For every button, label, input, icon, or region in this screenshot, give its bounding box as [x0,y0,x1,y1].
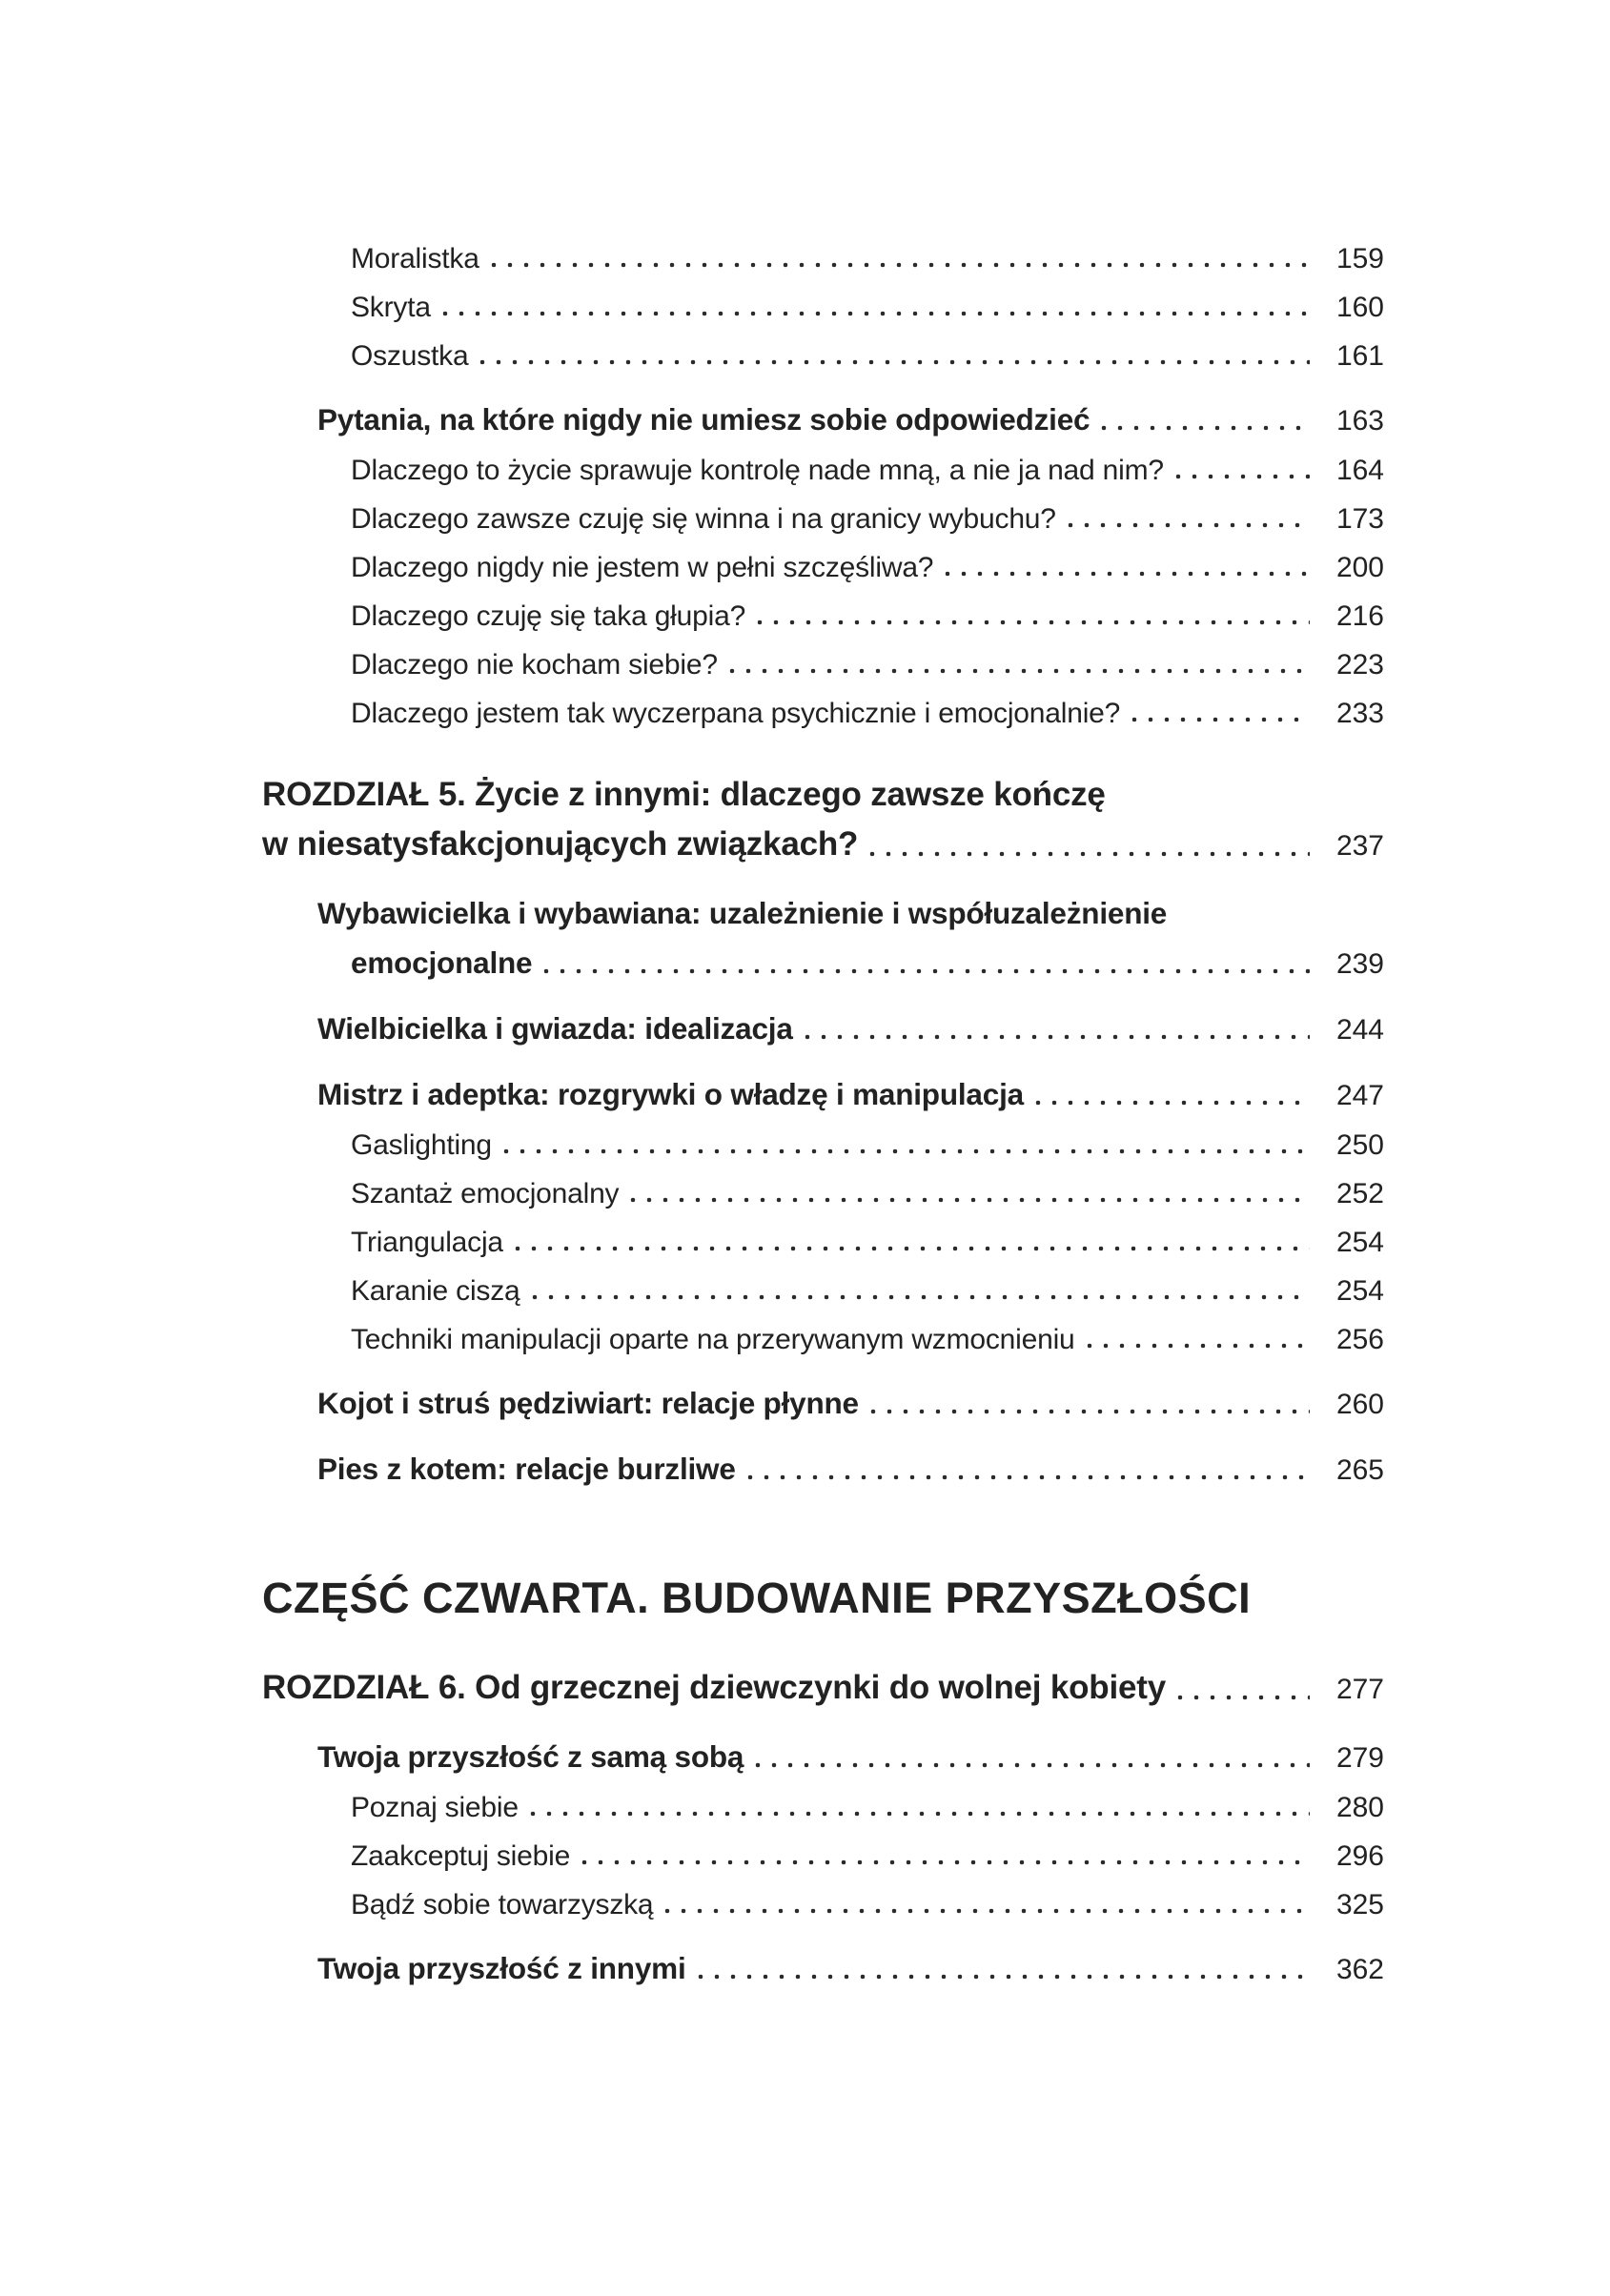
toc-entry [262,454,1384,488]
toc-entry-page: 362 [1335,1954,1384,1985]
toc-entry [262,1010,1384,1048]
toc-entry-page: 256 [1335,1324,1384,1355]
dot-leader [729,668,1310,674]
toc-entry-page: 159 [1335,243,1384,274]
toc-entry-label: Moralistka [351,243,479,274]
toc-entry [262,551,1384,585]
dot-leader [532,1294,1311,1300]
toc-entry-page: 237 [1335,830,1384,862]
toc-entry [262,1226,1384,1260]
toc-entry-label: Dlaczego nie kocham siebie? [351,649,718,681]
toc-entry-label: Dlaczego to życie sprawuje kontrolę nade mną, a nie ja nad nim? [351,455,1164,486]
dot-leader [1175,474,1310,479]
dot-leader [543,968,1310,974]
toc-entry-page: 239 [1335,948,1384,980]
toc-entry-page: 254 [1335,1275,1384,1307]
toc-entry-label: Techniki manipulacji oparte na przerywanym wzmocnieniu [351,1324,1075,1355]
toc-entry-page: 250 [1335,1129,1384,1161]
toc-entry-label: Zaakceptuj siebie [351,1840,571,1872]
toc-entry-page: 244 [1335,1014,1384,1046]
dot-leader [630,1197,1310,1203]
toc-entry-page: 223 [1335,649,1384,681]
toc-entry-page: 280 [1335,1792,1384,1823]
toc-entry [262,1128,1384,1163]
toc-entry [262,1323,1384,1357]
toc-entry [262,895,1384,931]
dot-leader [479,359,1310,365]
toc-entry-label: Skryta [351,292,431,323]
toc-entry [262,1573,1384,1624]
toc-entry-label: Twoja przyszłość z innymi [317,1951,686,1985]
toc-entry-label: Dlaczego nigdy nie jestem w pełni szczęśliwa? [351,552,934,583]
toc-entry-label: Twoja przyszłość z samą sobą [317,1739,744,1774]
toc-entry-page: 164 [1335,455,1384,486]
toc-entry [262,599,1384,634]
dot-leader [491,262,1310,268]
toc-entry-label: ROZDZIAŁ 6. Od grzecznej dziewczynki do wolnej kobiety [262,1669,1166,1706]
toc-entry-page: 254 [1335,1227,1384,1258]
toc-entry-page: 173 [1335,503,1384,535]
dot-leader [442,311,1310,316]
toc-entry-label: Poznaj siebie [351,1792,519,1823]
toc-entry [262,823,1384,867]
toc-entry-label: Dlaczego czuję się taka głupia? [351,600,746,632]
toc-entry-label: Dlaczego zawsze czuję się winna i na granicy wybuchu? [351,503,1056,535]
toc-entry [262,1076,1384,1114]
dot-leader [1101,425,1310,431]
dot-leader [1068,522,1310,528]
dot-leader [698,1974,1310,1980]
table-of-contents [262,242,1384,1988]
toc-entry-label: Mistrz i adeptka: rozgrywki o władzę i manipulacja [317,1077,1024,1111]
toc-entry-page: 252 [1335,1178,1384,1209]
toc-entry-label: Gaslighting [351,1129,492,1161]
toc-entry-label: w niesatysfakcjonujących związkach? [262,825,859,863]
toc-entry-label: Pies z kotem: relacje burzliwe [317,1452,736,1486]
toc-entry-label: Szantaż emocjonalny [351,1178,620,1209]
toc-entry [262,774,1384,816]
toc-entry-page: 161 [1335,340,1384,372]
dot-leader [1131,717,1310,722]
dot-leader [870,1409,1310,1414]
dot-leader [747,1474,1310,1480]
dot-leader [530,1811,1310,1817]
toc-entry-page: 260 [1335,1389,1384,1420]
toc-entry-page: 200 [1335,552,1384,583]
toc-entry [262,242,1384,276]
dot-leader [757,620,1310,625]
dot-leader [805,1034,1310,1040]
toc-entry [262,1177,1384,1211]
dot-leader [515,1246,1310,1251]
toc-entry [262,1451,1384,1489]
toc-entry-label: emocjonalne [351,945,533,980]
dot-leader [1087,1343,1310,1349]
toc-entry-label: Wielbicielka i gwiazda: idealizacja [317,1011,793,1046]
toc-entry-page: 277 [1335,1674,1384,1705]
dot-leader [664,1908,1310,1914]
toc-entry-label: Triangulacja [351,1227,503,1258]
toc-entry-page: 265 [1335,1454,1384,1486]
toc-entry-label: Dlaczego jestem tak wyczerpana psychicznie i emocjonalnie? [351,698,1121,729]
toc-entry-page: 296 [1335,1840,1384,1872]
dot-leader [755,1762,1310,1768]
toc-entry-page: 247 [1335,1080,1384,1111]
dot-leader [869,851,1310,857]
toc-entry [262,502,1384,537]
toc-entry-label: Karanie ciszą [351,1275,520,1307]
toc-entry-page: 325 [1335,1889,1384,1920]
toc-entry [262,1667,1384,1711]
toc-entry [262,697,1384,731]
toc-entry [262,1791,1384,1825]
toc-entry-page: 163 [1335,405,1384,437]
toc-entry-label: Bądź sobie towarzyszką [351,1889,654,1920]
dot-leader [1035,1100,1310,1106]
toc-entry-page: 233 [1335,698,1384,729]
toc-entry-page: 160 [1335,292,1384,323]
dot-leader [581,1859,1310,1865]
toc-entry-label: Oszustka [351,340,469,372]
toc-entry-label: ROZDZIAŁ 5. Życie z innymi: dlaczego zawsze kończę [262,776,1106,813]
toc-entry [262,648,1384,682]
toc-entry [262,1888,1384,1922]
toc-entry [262,291,1384,325]
toc-entry [262,1839,1384,1874]
toc-entry-page: 216 [1335,600,1384,632]
toc-entry [262,1385,1384,1423]
toc-entry-label: Kojot i struś pędziwiart: relacje płynne [317,1386,859,1420]
toc-entry [262,945,1384,983]
toc-entry-label: Pytania, na które nigdy nie umiesz sobie odpowiedzieć [317,402,1090,437]
toc-entry [262,401,1384,439]
toc-entry [262,1274,1384,1309]
toc-entry [262,1950,1384,1988]
dot-leader [945,571,1310,577]
toc-entry [262,339,1384,374]
dot-leader [503,1148,1310,1154]
toc-entry [262,1738,1384,1777]
dot-leader [1177,1695,1310,1700]
toc-entry-label: Wybawicielka i wybawiana: uzależnienie i współuzależnienie [317,896,1168,930]
toc-entry-page: 279 [1335,1742,1384,1774]
toc-entry-label: CZĘŚĆ CZWARTA. BUDOWANIE PRZYSZŁOŚCI [262,1574,1252,1622]
